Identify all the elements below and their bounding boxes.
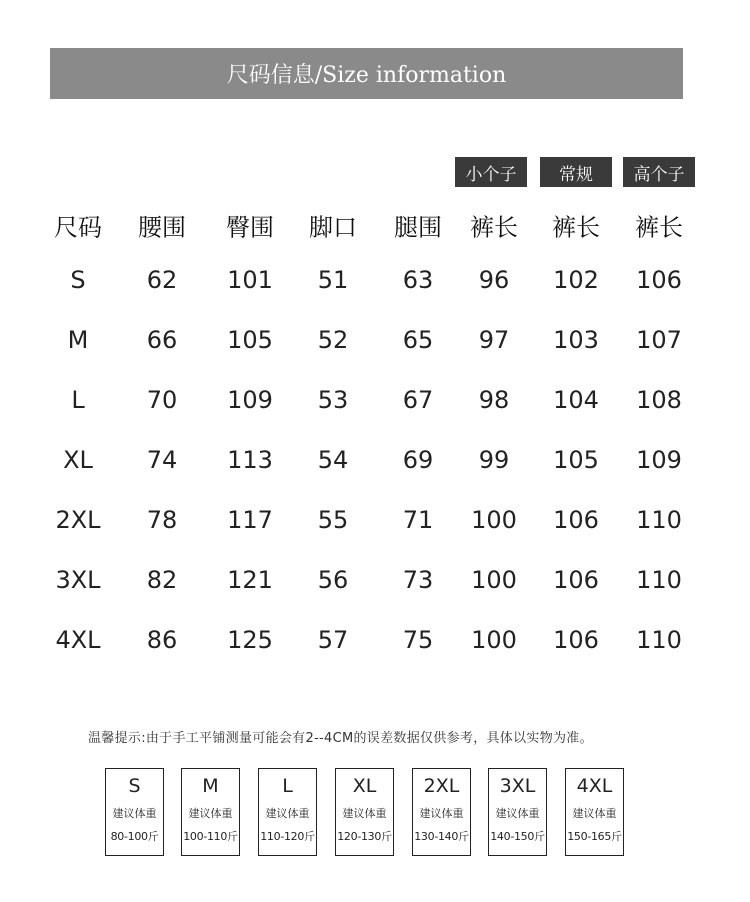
table-cell-hip: 101 [227,266,273,294]
weight-card-size: M [202,775,219,797]
table-cell-size: M [67,326,89,354]
table-cell-length-regular: 102 [553,266,599,294]
table-cell-size: 3XL [55,566,101,594]
weight-card-label: 建议体重 [419,807,464,820]
tag-tall: 高个子 [623,157,695,187]
banner-title: 尺码信息/Size information [226,63,507,88]
table-cell-hip: 113 [227,446,273,474]
weight-card-label: 建议体重 [495,807,540,820]
table-cell-hem: 53 [317,386,349,414]
tag-petite: 小个子 [455,157,527,187]
table-cell-size: L [71,386,85,414]
table-cell-length-regular: 105 [553,446,599,474]
table-cell-hip: 125 [227,626,273,654]
table-cell-length-petite: 98 [478,386,510,414]
weight-card-label: 建议体重 [112,807,157,820]
table-cell-length-regular: 104 [553,386,599,414]
table-cell-length-regular: 106 [553,506,599,534]
table-cell-hip: 117 [227,506,273,534]
weight-card-label: 建议体重 [342,807,387,820]
table-cell-length-tall: 110 [636,566,682,594]
table-cell-length-petite: 100 [471,506,517,534]
table-cell-length-petite: 99 [478,446,510,474]
weight-card-size: 3XL [499,775,536,797]
table-cell-length-regular: 106 [553,626,599,654]
weight-card-size: 4XL [576,775,613,797]
table-cell-waist: 62 [146,266,178,294]
table-cell-waist: 70 [146,386,178,414]
header-size: 尺码 [54,213,102,242]
weight-card-size: XL [352,775,377,797]
table-cell-hem: 57 [317,626,349,654]
tag-regular: 常规 [540,157,612,187]
header-hip: 臀围 [226,213,274,242]
table-cell-size: XL [63,446,93,474]
weight-card [105,768,164,856]
weight-card-range: 140-150斤 [490,830,545,843]
header-hem: 脚口 [309,213,357,242]
table-cell-length-tall: 110 [636,626,682,654]
header-length-regular: 裤长 [552,213,600,242]
table-cell-length-petite: 97 [478,326,510,354]
table-cell-waist: 82 [146,566,178,594]
table-cell-size: 4XL [55,626,101,654]
table-cell-size: S [70,266,86,294]
table-cell-length-petite: 100 [471,626,517,654]
title-banner [50,48,683,99]
table-cell-size: 2XL [55,506,101,534]
table-cell-waist: 74 [146,446,178,474]
weight-card [258,768,317,856]
weight-card [335,768,394,856]
table-cell-hem: 52 [317,326,349,354]
header-length-petite: 裤长 [470,213,518,242]
weight-card-range: 100-110斤 [183,830,238,843]
header-waist: 腰围 [138,213,186,242]
table-cell-thigh: 73 [402,566,434,594]
weight-card-size: L [282,775,293,797]
weight-card-size: S [128,775,141,797]
weight-card-range: 110-120斤 [260,830,315,843]
table-cell-hem: 56 [317,566,349,594]
table-cell-length-tall: 107 [636,326,682,354]
table-cell-length-regular: 106 [553,566,599,594]
weight-card-range: 80-100斤 [110,830,159,843]
weight-card-label: 建议体重 [188,807,233,820]
weight-card [565,768,624,856]
weight-card-range: 120-130斤 [337,830,392,843]
weight-card-range: 130-140斤 [414,830,469,843]
table-cell-hip: 121 [227,566,273,594]
table-cell-hip: 109 [227,386,273,414]
header-thigh: 腿围 [394,213,442,242]
table-cell-thigh: 67 [402,386,434,414]
table-cell-thigh: 65 [402,326,434,354]
weight-card-range: 150-165斤 [567,830,622,843]
table-cell-thigh: 75 [402,626,434,654]
table-cell-length-tall: 110 [636,506,682,534]
weight-card [488,768,547,856]
table-cell-length-tall: 106 [636,266,682,294]
weight-card [181,768,240,856]
table-cell-thigh: 71 [402,506,434,534]
table-cell-hip: 105 [227,326,273,354]
table-cell-length-tall: 109 [636,446,682,474]
table-cell-length-regular: 103 [553,326,599,354]
table-cell-waist: 86 [146,626,178,654]
measurement-note: 温馨提示:由于手工平铺测量可能会有2--4CM的误差数据仅供参考，具体以实物为准。 [88,731,593,746]
table-cell-length-tall: 108 [636,386,682,414]
weight-card-label: 建议体重 [265,807,310,820]
table-cell-length-petite: 96 [478,266,510,294]
table-cell-hem: 51 [317,266,349,294]
table-cell-hem: 55 [317,506,349,534]
table-cell-waist: 78 [146,506,178,534]
weight-card-label: 建议体重 [572,807,617,820]
header-length-tall: 裤长 [635,213,683,242]
weight-card [412,768,471,856]
table-cell-hem: 54 [317,446,349,474]
table-cell-thigh: 69 [402,446,434,474]
table-cell-length-petite: 100 [471,566,517,594]
table-cell-waist: 66 [146,326,178,354]
weight-card-size: 2XL [423,775,460,797]
table-cell-thigh: 63 [402,266,434,294]
